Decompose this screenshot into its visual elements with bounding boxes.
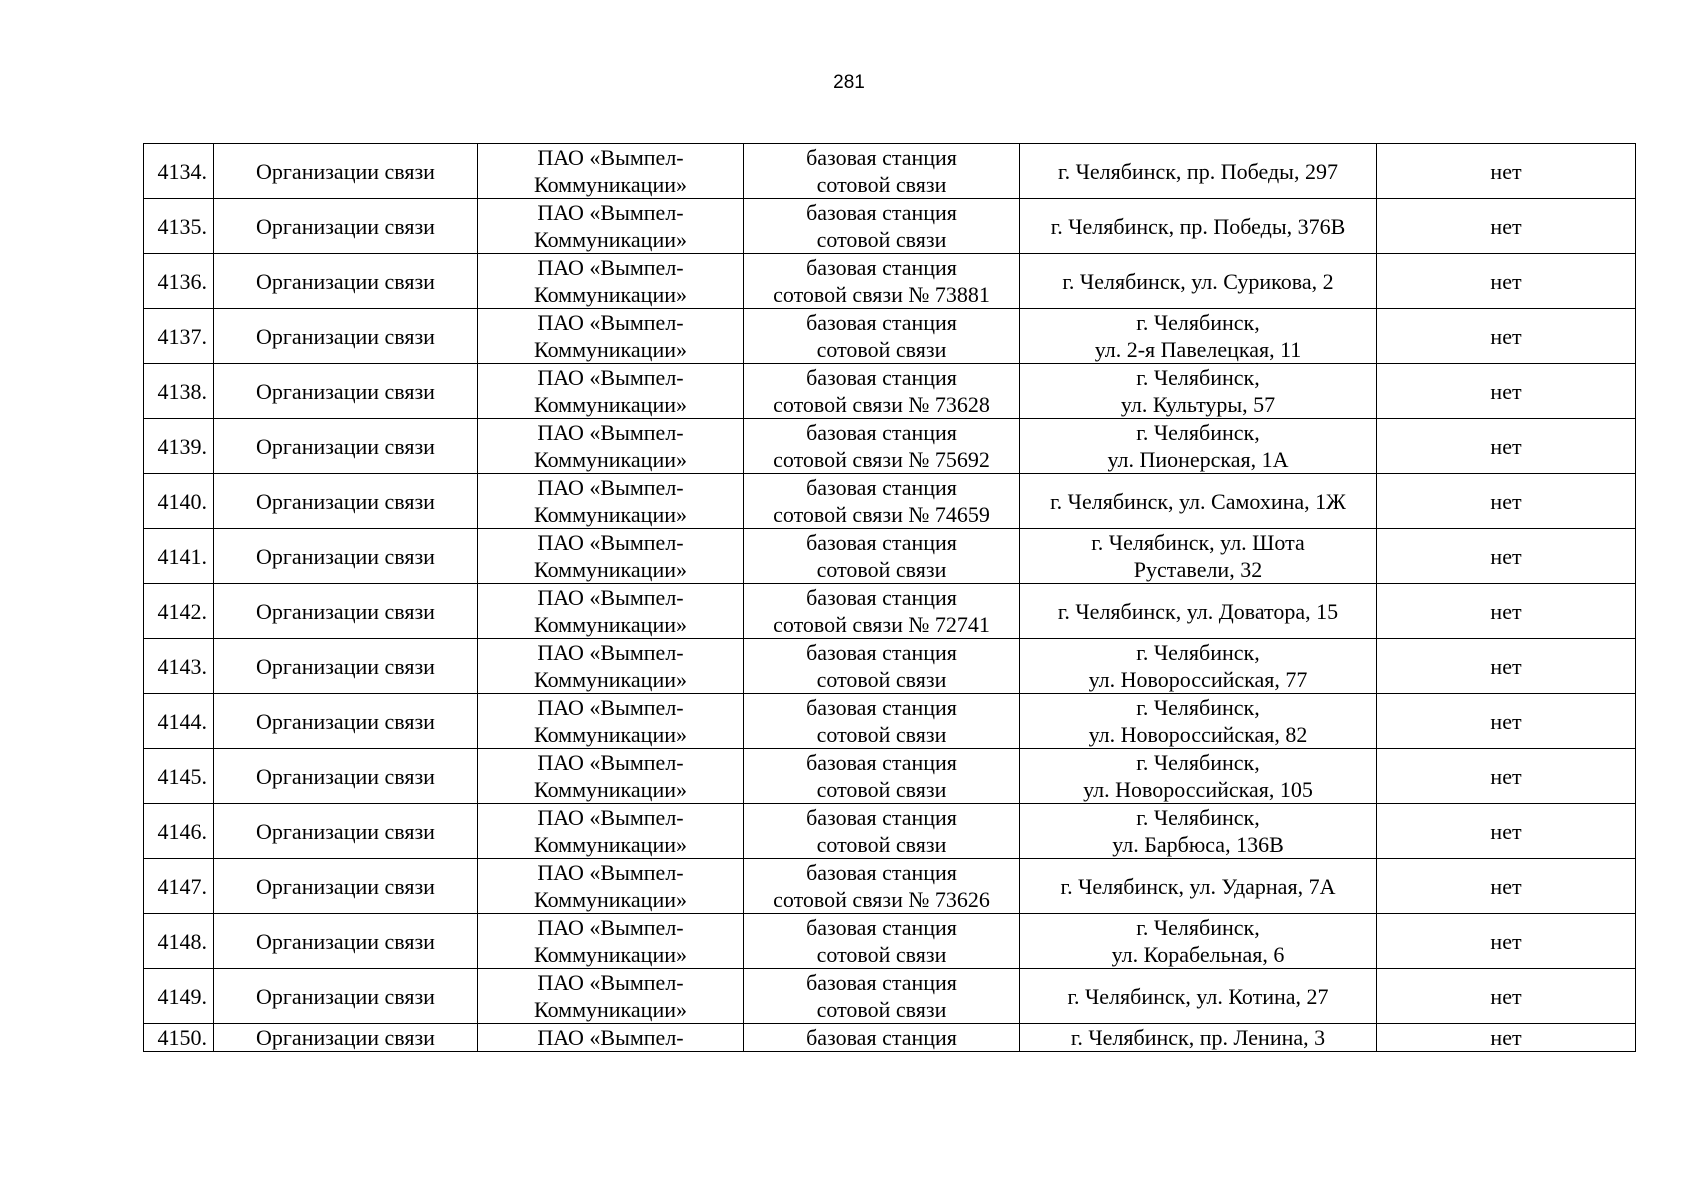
row-organization: ПАО «Вымпел- Коммуникации» (478, 749, 744, 804)
row-flag: нет (1377, 474, 1636, 529)
row-organization: ПАО «Вымпел- Коммуникации» (478, 419, 744, 474)
page-number: 281 (833, 72, 865, 93)
row-flag: нет (1377, 859, 1636, 914)
row-flag: нет (1377, 914, 1636, 969)
row-object: базовая станция сотовой связи № 72741 (744, 584, 1020, 639)
row-address: г. Челябинск, ул. Ударная, 7А (1020, 859, 1377, 914)
row-category: Организации связи (214, 804, 478, 859)
table-row (144, 969, 1636, 1024)
table-row (144, 309, 1636, 364)
row-organization: ПАО «Вымпел- Коммуникации» (478, 859, 744, 914)
row-number: 4139. (144, 419, 214, 474)
row-organization: ПАО «Вымпел- Коммуникации» (478, 804, 744, 859)
row-object: базовая станция (744, 1024, 1020, 1052)
row-object: базовая станция сотовой связи № 75692 (744, 419, 1020, 474)
row-address: г. Челябинск, ул. Новороссийская, 105 (1020, 749, 1377, 804)
table-row (144, 199, 1636, 254)
row-category: Организации связи (214, 309, 478, 364)
row-object: базовая станция сотовой связи № 73628 (744, 364, 1020, 419)
row-number: 4149. (144, 969, 214, 1024)
table-row (144, 914, 1636, 969)
row-address: г. Челябинск, ул. Сурикова, 2 (1020, 254, 1377, 309)
row-object: базовая станция сотовой связи (744, 749, 1020, 804)
row-flag: нет (1377, 749, 1636, 804)
table-row (144, 144, 1636, 199)
row-number: 4146. (144, 804, 214, 859)
row-address: г. Челябинск, ул. Барбюса, 136В (1020, 804, 1377, 859)
row-category: Организации связи (214, 254, 478, 309)
row-object: базовая станция сотовой связи (744, 529, 1020, 584)
table-row (144, 804, 1636, 859)
row-flag: нет (1377, 969, 1636, 1024)
row-flag: нет (1377, 639, 1636, 694)
row-organization: ПАО «Вымпел- Коммуникации» (478, 474, 744, 529)
row-object: базовая станция сотовой связи (744, 694, 1020, 749)
row-number: 4150. (144, 1024, 214, 1052)
row-address: г. Челябинск, ул. Шота Руставели, 32 (1020, 529, 1377, 584)
row-flag: нет (1377, 529, 1636, 584)
row-organization: ПАО «Вымпел- Коммуникации» (478, 144, 744, 199)
row-object: базовая станция сотовой связи № 73626 (744, 859, 1020, 914)
row-object: базовая станция сотовой связи (744, 639, 1020, 694)
row-number: 4138. (144, 364, 214, 419)
row-address: г. Челябинск, пр. Победы, 297 (1020, 144, 1377, 199)
row-category: Организации связи (214, 144, 478, 199)
table-row (144, 639, 1636, 694)
row-organization: ПАО «Вымпел- Коммуникации» (478, 639, 744, 694)
table-row (144, 584, 1636, 639)
row-address: г. Челябинск, ул. Новороссийская, 77 (1020, 639, 1377, 694)
row-flag: нет (1377, 144, 1636, 199)
row-category: Организации связи (214, 639, 478, 694)
registry-table-body (144, 144, 1636, 1052)
row-organization: ПАО «Вымпел- Коммуникации» (478, 969, 744, 1024)
row-address: г. Челябинск, ул. Пионерская, 1А (1020, 419, 1377, 474)
row-flag: нет (1377, 254, 1636, 309)
table-row (144, 694, 1636, 749)
row-category: Организации связи (214, 474, 478, 529)
row-category: Организации связи (214, 529, 478, 584)
row-object: базовая станция сотовой связи (744, 804, 1020, 859)
row-flag: нет (1377, 804, 1636, 859)
row-organization: ПАО «Вымпел- Коммуникации» (478, 914, 744, 969)
row-number: 4143. (144, 639, 214, 694)
row-category: Организации связи (214, 914, 478, 969)
row-number: 4141. (144, 529, 214, 584)
row-category: Организации связи (214, 859, 478, 914)
row-object: базовая станция сотовой связи (744, 309, 1020, 364)
row-organization: ПАО «Вымпел- (478, 1024, 744, 1052)
row-number: 4144. (144, 694, 214, 749)
table-row (144, 419, 1636, 474)
row-object: базовая станция сотовой связи (744, 199, 1020, 254)
row-number: 4136. (144, 254, 214, 309)
row-organization: ПАО «Вымпел- Коммуникации» (478, 254, 744, 309)
row-address: г. Челябинск, ул. Самохина, 1Ж (1020, 474, 1377, 529)
row-category: Организации связи (214, 419, 478, 474)
row-object: базовая станция сотовой связи № 74659 (744, 474, 1020, 529)
row-organization: ПАО «Вымпел- Коммуникации» (478, 694, 744, 749)
row-flag: нет (1377, 419, 1636, 474)
row-address: г. Челябинск, пр. Победы, 376В (1020, 199, 1377, 254)
row-category: Организации связи (214, 584, 478, 639)
row-number: 4134. (144, 144, 214, 199)
row-object: базовая станция сотовой связи (744, 914, 1020, 969)
table-row (144, 1024, 1636, 1052)
row-category: Организации связи (214, 1024, 478, 1052)
row-flag: нет (1377, 199, 1636, 254)
row-organization: ПАО «Вымпел- Коммуникации» (478, 584, 744, 639)
table-row (144, 749, 1636, 804)
row-category: Организации связи (214, 694, 478, 749)
registry-table (143, 143, 1636, 1052)
row-flag: нет (1377, 309, 1636, 364)
row-organization: ПАО «Вымпел- Коммуникации» (478, 199, 744, 254)
row-flag: нет (1377, 694, 1636, 749)
table-row (144, 364, 1636, 419)
row-object: базовая станция сотовой связи № 73881 (744, 254, 1020, 309)
row-address: г. Челябинск, пр. Ленина, 3 (1020, 1024, 1377, 1052)
table-row (144, 859, 1636, 914)
row-organization: ПАО «Вымпел- Коммуникации» (478, 309, 744, 364)
row-number: 4137. (144, 309, 214, 364)
row-address: г. Челябинск, ул. Котина, 27 (1020, 969, 1377, 1024)
row-number: 4135. (144, 199, 214, 254)
row-category: Организации связи (214, 364, 478, 419)
table-row (144, 474, 1636, 529)
row-address: г. Челябинск, ул. Доватора, 15 (1020, 584, 1377, 639)
row-flag: нет (1377, 364, 1636, 419)
row-flag: нет (1377, 1024, 1636, 1052)
row-number: 4147. (144, 859, 214, 914)
row-address: г. Челябинск, ул. Корабельная, 6 (1020, 914, 1377, 969)
row-number: 4142. (144, 584, 214, 639)
row-flag: нет (1377, 584, 1636, 639)
row-number: 4148. (144, 914, 214, 969)
row-object: базовая станция сотовой связи (744, 969, 1020, 1024)
row-category: Организации связи (214, 969, 478, 1024)
row-organization: ПАО «Вымпел- Коммуникации» (478, 364, 744, 419)
row-category: Организации связи (214, 199, 478, 254)
row-address: г. Челябинск, ул. Культуры, 57 (1020, 364, 1377, 419)
row-organization: ПАО «Вымпел- Коммуникации» (478, 529, 744, 584)
row-number: 4145. (144, 749, 214, 804)
row-address: г. Челябинск, ул. 2-я Павелецкая, 11 (1020, 309, 1377, 364)
row-object: базовая станция сотовой связи (744, 144, 1020, 199)
row-number: 4140. (144, 474, 214, 529)
row-address: г. Челябинск, ул. Новороссийская, 82 (1020, 694, 1377, 749)
row-category: Организации связи (214, 749, 478, 804)
table-row (144, 529, 1636, 584)
table-row (144, 254, 1636, 309)
